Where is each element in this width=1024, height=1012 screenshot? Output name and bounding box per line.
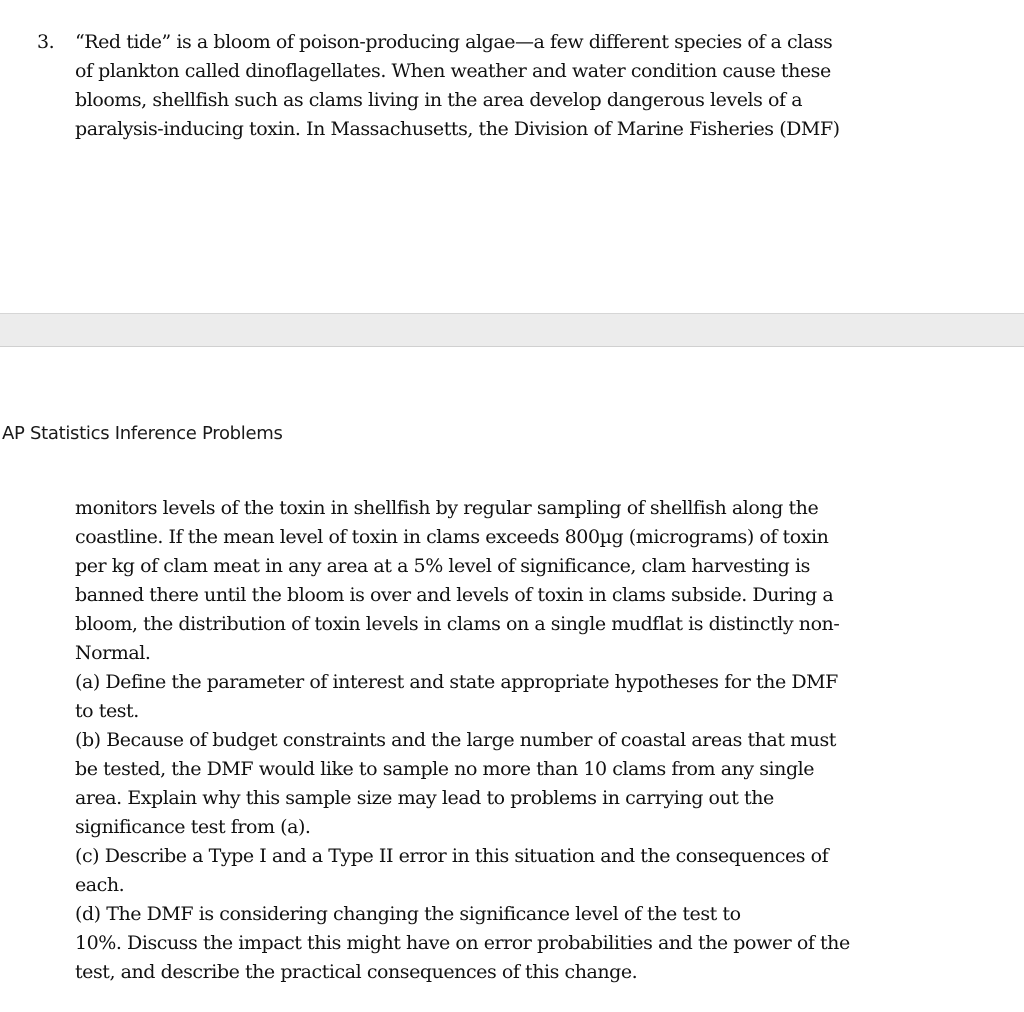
text-line: Normal. <box>75 642 151 664</box>
text-line: blooms, shellfish such as clams living in the area develop dangerous levels of a <box>75 89 803 111</box>
part-d-line: (d) The DMF is considering changing the significance level of the test to <box>75 903 741 925</box>
page-break-gap <box>0 314 1024 347</box>
text-line: paralysis-inducing toxin. In Massachusetts, the Division of Marine Fisheries (DMF) <box>75 118 840 140</box>
text-line: coastline. If the mean level of toxin in clams exceeds 800µg (micrograms) of toxin <box>75 526 829 548</box>
part-b-line: (b) Because of budget constraints and the large number of coastal areas that must <box>75 729 836 751</box>
part-a-line: (a) Define the parameter of interest and state appropriate hypotheses for the DMF <box>75 671 838 693</box>
text-line: each. <box>75 874 125 896</box>
text-line: 10%. Discuss the impact this might have on error probabilities and the power of the <box>75 932 850 954</box>
text-line: monitors levels of the toxin in shellfish by regular sampling of shellfish along the <box>75 497 819 519</box>
problem-intro-text <box>75 28 975 144</box>
document-page-1-bottom <box>0 0 1024 314</box>
problem-3-continued <box>75 494 1015 987</box>
text-line: per kg of clam meat in any area at a 5% level of significance, clam harvesting is <box>75 555 810 577</box>
text-line: test, and describe the practical consequences of this change. <box>75 961 638 983</box>
text-line: be tested, the DMF would like to sample no more than 10 clams from any single <box>75 758 815 780</box>
text-line: significance test from (a). <box>75 816 311 838</box>
text-line: to test. <box>75 700 139 722</box>
text-line: of plankton called dinoflagellates. When weather and water condition cause these <box>75 60 831 82</box>
text-line: area. Explain why this sample size may lead to problems in carrying out the <box>75 787 774 809</box>
problem-number: 3. <box>37 31 55 53</box>
text-line: banned there until the bloom is over and levels of toxin in clams subside. During a <box>75 584 834 606</box>
part-c-line: (c) Describe a Type I and a Type II error in this situation and the consequences of <box>75 845 829 867</box>
page-header-title: AP Statistics Inference Problems <box>2 423 283 444</box>
text-line: “Red tide” is a bloom of poison-producing algae—a few different species of a class <box>75 31 833 53</box>
text-line: bloom, the distribution of toxin levels in clams on a single mudflat is distinctly non- <box>75 613 840 635</box>
problem-3-intro <box>37 28 997 144</box>
